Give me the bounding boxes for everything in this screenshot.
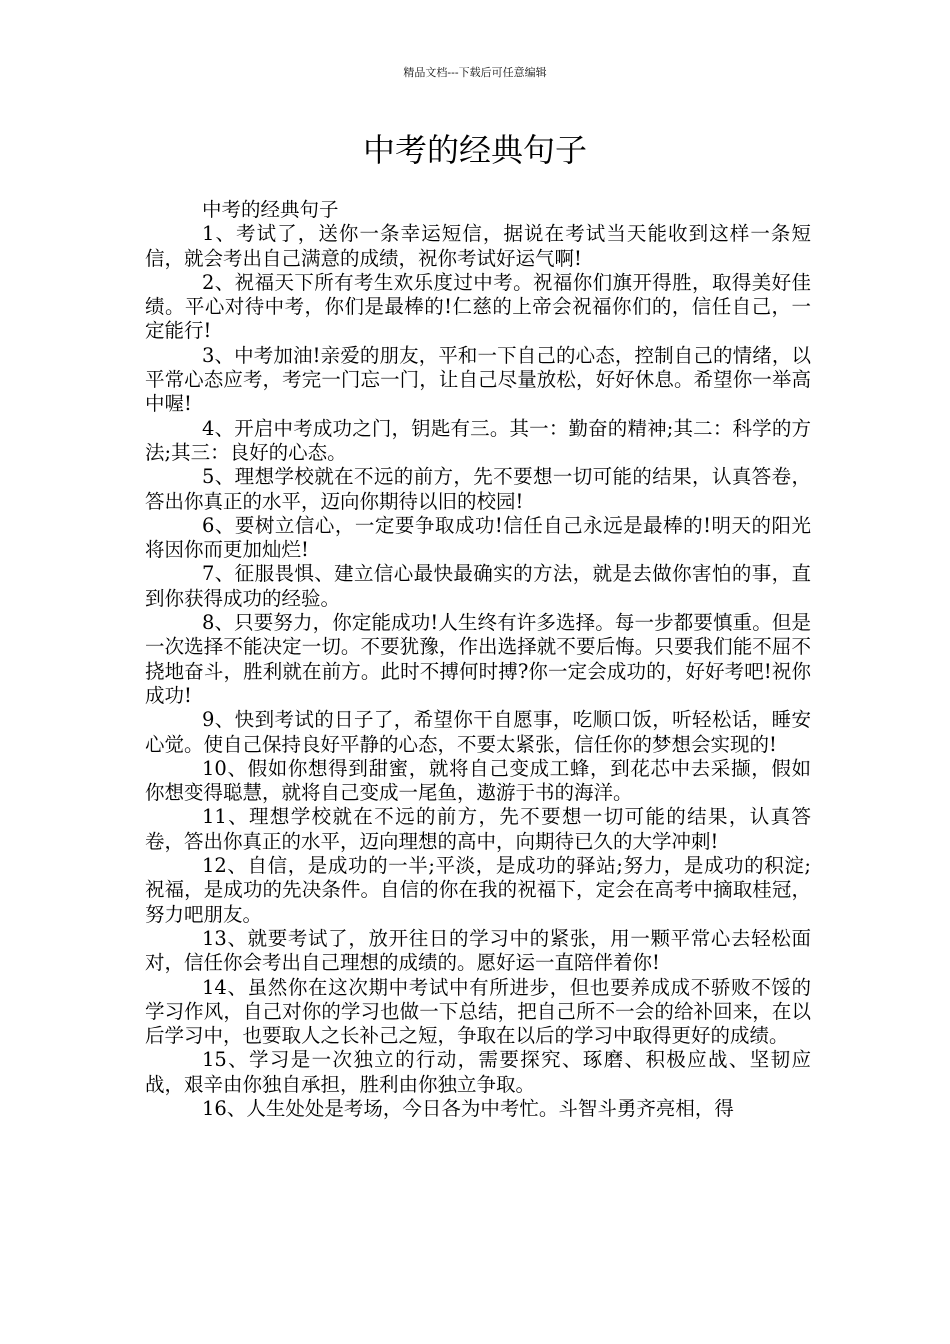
document-body [145, 198, 811, 1121]
paragraph: 3、中考加油!亲爱的朋友，平和一下自己的心态，控制自己的情绪，以平常心态应考，考完一门忘一门，让自己尽量放松，好好休息。希望你一举高中喔! [145, 343, 811, 416]
paragraph: 13、就要考试了，放开往日的学习中的紧张，用一颗平常心去轻松面对，信任你会考出自己理想的成绩的。愿好运一直陪伴着你! [145, 926, 811, 975]
paragraph: 9、快到考试的日子了，希望你干自愿事，吃顺口饭，听轻松话，睡安心觉。使自己保持良好平静的心态，不要太紧张，信任你的梦想会实现的! [145, 708, 811, 756]
header-note: 精品文档---下载后可任意编辑 [403, 66, 547, 79]
paragraph: 2、祝福天下所有考生欢乐度过中考。祝福你们旗开得胜，取得美好佳绩。平心对待中考，你们是最棒的!仁慈的上帝会祝福你们的，信任自己，一定能行! [145, 270, 811, 343]
paragraph: 4、开启中考成功之门，钥匙有三。其一：勤奋的精神;其二：科学的方法;其三：良好的心态。 [145, 416, 811, 464]
paragraph: 1、考试了，送你一条幸运短信，据说在考试当天能收到这样一条短信，就会考出自己满意的成绩，祝你考试好运气啊! [145, 222, 811, 270]
paragraph: 12、自信，是成功的一半;平淡，是成功的驿站;努力，是成功的积淀;祝福，是成功的先决条件。自信的你在我的祝福下，定会在高考中摘取桂冠，努力吧朋友。 [145, 854, 811, 926]
paragraph: 6、要树立信心，一定要争取成功!信任自己永远是最棒的!明天的阳光将因你而更加灿烂! [145, 513, 811, 562]
document-subtitle: 中考的经典句子 [202, 198, 339, 221]
paragraph: 14、虽然你在这次期中考试中有所进步，但也要养成成不骄败不馁的学习作风，自己对你的学习也做一下总结，把自己所不一会的给补回来，在以后学习中，也要取人之长补己之短，争取在以后的学习中取得更好的成绩。 [145, 975, 811, 1048]
paragraph: 15、学习是一次独立的行动，需要探究、琢磨、积极应战、坚韧应战，艰辛由你独自承担，胜利由你独立争取。 [145, 1048, 811, 1096]
paragraph: 5、理想学校就在不远的前方，先不要想一切可能的结果，认真答卷，答出你真正的水平，迈向你期待以旧的校园! [145, 465, 811, 513]
paragraph: 16、人生处处是考场，今日各为中考忙。斗智斗勇齐亮相，得 [202, 1096, 734, 1120]
paragraph: 11、理想学校就在不远的前方，先不要想一切可能的结果，认真答卷，答出你真正的水平，迈向理想的高中，向期待已久的大学冲刺! [145, 805, 811, 853]
paragraph: 10、假如你想得到甜蜜，就将自己变成工蜂，到花芯中去采撷，假如你想变得聪慧，就将自己变成一尾鱼，遨游于书的海洋。 [145, 756, 811, 805]
paragraph: 8、只要努力，你定能成功!人生终有许多选择。每一步都要慎重。但是一次选择不能决定一切。不要犹豫，作出选择就不要后悔。只要我们能不屈不挠地奋斗，胜利就在前方。此时不搏何时搏?你一定会成功的，好好考吧!祝你成功! [145, 611, 811, 707]
paragraph: 7、征服畏惧、建立信心最快最确实的方法，就是去做你害怕的事，直到你获得成功的经验。 [145, 562, 811, 610]
document-title: 中考的经典句子 [362, 131, 587, 169]
